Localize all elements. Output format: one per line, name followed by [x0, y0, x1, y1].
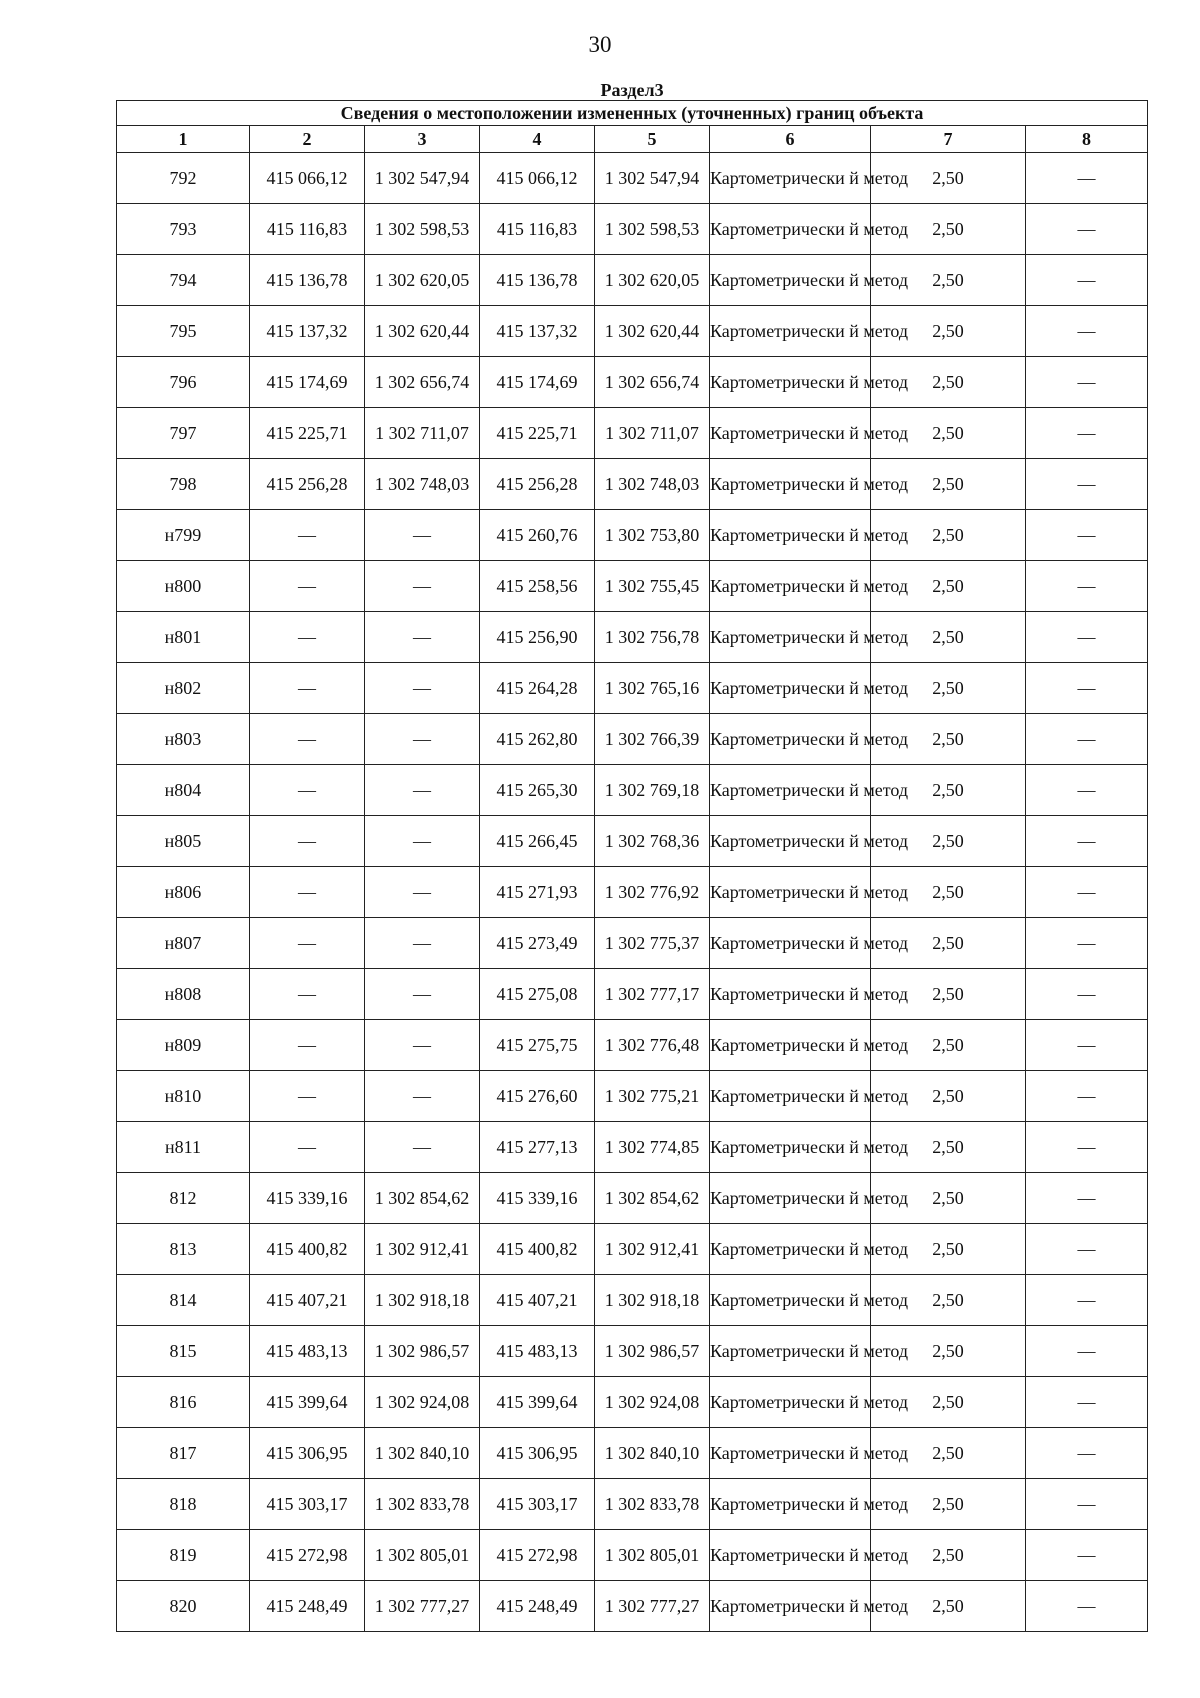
point-cell: н807: [117, 918, 250, 969]
table-row: [117, 255, 1148, 306]
method-cell: Картометрически й метод: [710, 408, 871, 459]
x-new-cell: 415 136,78: [480, 255, 595, 306]
y-new-cell: 1 302 774,85: [595, 1122, 710, 1173]
y-old-cell: —: [365, 612, 480, 663]
y-new-cell: 1 302 598,53: [595, 204, 710, 255]
table-row: [117, 1173, 1148, 1224]
method-cell: Картометрически й метод: [710, 459, 871, 510]
description-cell: —: [1026, 204, 1148, 255]
y-old-cell: —: [365, 561, 480, 612]
y-new-cell: 1 302 777,17: [595, 969, 710, 1020]
method-cell: Картометрически й метод: [710, 1377, 871, 1428]
point-cell: н801: [117, 612, 250, 663]
accuracy-cell: 2,50: [871, 1530, 1026, 1581]
description-cell: —: [1026, 255, 1148, 306]
method-cell: Картометрически й метод: [710, 714, 871, 765]
y-new-cell: 1 302 833,78: [595, 1479, 710, 1530]
y-old-cell: —: [365, 816, 480, 867]
boundary-coordinates-table: [116, 80, 1148, 1632]
table-row: [117, 1530, 1148, 1581]
x-new-cell: 415 303,17: [480, 1479, 595, 1530]
table-row: [117, 1479, 1148, 1530]
point-cell: 798: [117, 459, 250, 510]
point-cell: н808: [117, 969, 250, 1020]
method-cell: Картометрически й метод: [710, 1326, 871, 1377]
y-old-cell: —: [365, 714, 480, 765]
method-cell: Картометрически й метод: [710, 1428, 871, 1479]
accuracy-cell: 2,50: [871, 510, 1026, 561]
table-row: [117, 306, 1148, 357]
x-new-cell: 415 400,82: [480, 1224, 595, 1275]
accuracy-cell: 2,50: [871, 1326, 1026, 1377]
x-new-cell: 415 483,13: [480, 1326, 595, 1377]
y-old-cell: 1 302 924,08: [365, 1377, 480, 1428]
method-cell: Картометрически й метод: [710, 969, 871, 1020]
description-cell: —: [1026, 306, 1148, 357]
x-new-cell: 415 256,28: [480, 459, 595, 510]
x-old-cell: 415 407,21: [250, 1275, 365, 1326]
accuracy-cell: 2,50: [871, 255, 1026, 306]
table-body: [117, 153, 1148, 1632]
method-cell: Картометрически й метод: [710, 1020, 871, 1071]
point-cell: 797: [117, 408, 250, 459]
column-number: 6: [710, 126, 871, 153]
point-cell: 814: [117, 1275, 250, 1326]
x-old-cell: 415 225,71: [250, 408, 365, 459]
table-row: [117, 1122, 1148, 1173]
y-old-cell: 1 302 620,44: [365, 306, 480, 357]
table-row: [117, 1326, 1148, 1377]
x-new-cell: 415 399,64: [480, 1377, 595, 1428]
y-new-cell: 1 302 769,18: [595, 765, 710, 816]
point-cell: 794: [117, 255, 250, 306]
point-cell: н810: [117, 1071, 250, 1122]
table-row: [117, 1071, 1148, 1122]
method-cell: Картометрически й метод: [710, 816, 871, 867]
x-new-cell: 415 174,69: [480, 357, 595, 408]
y-new-cell: 1 302 748,03: [595, 459, 710, 510]
accuracy-cell: 2,50: [871, 204, 1026, 255]
method-cell: Картометрически й метод: [710, 1071, 871, 1122]
method-cell: Картометрически й метод: [710, 1479, 871, 1530]
accuracy-cell: 2,50: [871, 816, 1026, 867]
accuracy-cell: 2,50: [871, 561, 1026, 612]
x-old-cell: 415 483,13: [250, 1326, 365, 1377]
description-cell: —: [1026, 408, 1148, 459]
x-new-cell: 415 306,95: [480, 1428, 595, 1479]
description-cell: —: [1026, 714, 1148, 765]
x-new-cell: 415 248,49: [480, 1581, 595, 1632]
page-number: 30: [588, 32, 612, 57]
y-old-cell: 1 302 833,78: [365, 1479, 480, 1530]
method-cell: Картометрически й метод: [710, 1122, 871, 1173]
table-row: [117, 969, 1148, 1020]
y-new-cell: 1 302 766,39: [595, 714, 710, 765]
description-cell: —: [1026, 1071, 1148, 1122]
x-new-cell: 415 265,30: [480, 765, 595, 816]
x-old-cell: 415 248,49: [250, 1581, 365, 1632]
y-old-cell: —: [365, 969, 480, 1020]
column-number: 2: [250, 126, 365, 153]
method-cell: Картометрически й метод: [710, 204, 871, 255]
point-cell: н809: [117, 1020, 250, 1071]
description-cell: —: [1026, 561, 1148, 612]
y-old-cell: 1 302 854,62: [365, 1173, 480, 1224]
description-cell: —: [1026, 510, 1148, 561]
column-number: 5: [595, 126, 710, 153]
accuracy-cell: 2,50: [871, 357, 1026, 408]
x-new-cell: 415 137,32: [480, 306, 595, 357]
point-cell: 818: [117, 1479, 250, 1530]
table-row: [117, 918, 1148, 969]
accuracy-cell: 2,50: [871, 408, 1026, 459]
x-new-cell: 415 066,12: [480, 153, 595, 204]
method-cell: Картометрически й метод: [710, 561, 871, 612]
x-new-cell: 415 225,71: [480, 408, 595, 459]
x-old-cell: —: [250, 1020, 365, 1071]
y-new-cell: 1 302 840,10: [595, 1428, 710, 1479]
accuracy-cell: 2,50: [871, 1581, 1026, 1632]
y-old-cell: —: [365, 765, 480, 816]
table-row: [117, 1581, 1148, 1632]
y-old-cell: 1 302 840,10: [365, 1428, 480, 1479]
x-old-cell: —: [250, 969, 365, 1020]
x-new-cell: 415 277,13: [480, 1122, 595, 1173]
method-cell: Картометрически й метод: [710, 357, 871, 408]
method-cell: Картометрически й метод: [710, 1275, 871, 1326]
y-old-cell: —: [365, 510, 480, 561]
method-cell: Картометрически й метод: [710, 663, 871, 714]
y-old-cell: 1 302 986,57: [365, 1326, 480, 1377]
accuracy-cell: 2,50: [871, 1020, 1026, 1071]
x-old-cell: —: [250, 714, 365, 765]
table-row: [117, 408, 1148, 459]
table-row: [117, 816, 1148, 867]
accuracy-cell: 2,50: [871, 153, 1026, 204]
table-row: [117, 1224, 1148, 1275]
x-old-cell: 415 399,64: [250, 1377, 365, 1428]
y-old-cell: —: [365, 1020, 480, 1071]
y-new-cell: 1 302 620,05: [595, 255, 710, 306]
description-cell: —: [1026, 1122, 1148, 1173]
description-cell: —: [1026, 1275, 1148, 1326]
point-cell: н805: [117, 816, 250, 867]
method-cell: Картометрически й метод: [710, 306, 871, 357]
x-old-cell: 415 303,17: [250, 1479, 365, 1530]
method-cell: Картометрически й метод: [710, 867, 871, 918]
point-cell: 817: [117, 1428, 250, 1479]
x-new-cell: 415 275,08: [480, 969, 595, 1020]
description-cell: —: [1026, 1377, 1148, 1428]
description-cell: —: [1026, 1173, 1148, 1224]
y-new-cell: 1 302 765,16: [595, 663, 710, 714]
point-cell: 820: [117, 1581, 250, 1632]
x-old-cell: —: [250, 816, 365, 867]
x-new-cell: 415 275,75: [480, 1020, 595, 1071]
table-row: [117, 357, 1148, 408]
y-old-cell: 1 302 656,74: [365, 357, 480, 408]
x-old-cell: 415 137,32: [250, 306, 365, 357]
method-cell: Картометрически й метод: [710, 918, 871, 969]
y-new-cell: 1 302 776,92: [595, 867, 710, 918]
column-number: 7: [871, 126, 1026, 153]
description-cell: —: [1026, 1530, 1148, 1581]
y-new-cell: 1 302 805,01: [595, 1530, 710, 1581]
description-cell: —: [1026, 1020, 1148, 1071]
point-cell: 812: [117, 1173, 250, 1224]
accuracy-cell: 2,50: [871, 969, 1026, 1020]
table-row: [117, 153, 1148, 204]
table-row: [117, 714, 1148, 765]
y-new-cell: 1 302 918,18: [595, 1275, 710, 1326]
accuracy-cell: 2,50: [871, 714, 1026, 765]
description-cell: —: [1026, 969, 1148, 1020]
x-old-cell: 415 116,83: [250, 204, 365, 255]
x-old-cell: —: [250, 918, 365, 969]
point-cell: 816: [117, 1377, 250, 1428]
x-old-cell: —: [250, 561, 365, 612]
description-cell: —: [1026, 612, 1148, 663]
y-new-cell: 1 302 656,74: [595, 357, 710, 408]
point-cell: н806: [117, 867, 250, 918]
y-old-cell: 1 302 598,53: [365, 204, 480, 255]
x-old-cell: 415 066,12: [250, 153, 365, 204]
description-cell: —: [1026, 357, 1148, 408]
description-cell: —: [1026, 153, 1148, 204]
column-number: 1: [117, 126, 250, 153]
x-new-cell: 415 116,83: [480, 204, 595, 255]
point-cell: 813: [117, 1224, 250, 1275]
point-cell: 792: [117, 153, 250, 204]
accuracy-cell: 2,50: [871, 1224, 1026, 1275]
accuracy-cell: 2,50: [871, 459, 1026, 510]
accuracy-cell: 2,50: [871, 867, 1026, 918]
point-cell: н800: [117, 561, 250, 612]
y-old-cell: 1 302 912,41: [365, 1224, 480, 1275]
accuracy-cell: 2,50: [871, 1479, 1026, 1530]
y-old-cell: 1 302 620,05: [365, 255, 480, 306]
x-old-cell: —: [250, 663, 365, 714]
table-row: [117, 663, 1148, 714]
x-new-cell: 415 256,90: [480, 612, 595, 663]
y-old-cell: 1 302 777,27: [365, 1581, 480, 1632]
y-new-cell: 1 302 755,45: [595, 561, 710, 612]
table-row: [117, 204, 1148, 255]
accuracy-cell: 2,50: [871, 1122, 1026, 1173]
x-old-cell: 415 256,28: [250, 459, 365, 510]
method-cell: Картометрически й метод: [710, 1173, 871, 1224]
x-old-cell: —: [250, 612, 365, 663]
y-old-cell: 1 302 748,03: [365, 459, 480, 510]
y-new-cell: 1 302 854,62: [595, 1173, 710, 1224]
accuracy-cell: 2,50: [871, 1071, 1026, 1122]
y-old-cell: —: [365, 1122, 480, 1173]
description-cell: —: [1026, 918, 1148, 969]
method-cell: Картометрически й метод: [710, 1530, 871, 1581]
y-new-cell: 1 302 777,27: [595, 1581, 710, 1632]
table-title: Сведения о местоположении измененных (уточненных) границ объекта: [117, 101, 1148, 126]
method-cell: Картометрически й метод: [710, 612, 871, 663]
x-old-cell: —: [250, 765, 365, 816]
y-new-cell: 1 302 547,94: [595, 153, 710, 204]
y-new-cell: 1 302 775,21: [595, 1071, 710, 1122]
method-cell: Картометрически й метод: [710, 765, 871, 816]
y-old-cell: 1 302 711,07: [365, 408, 480, 459]
description-cell: —: [1026, 867, 1148, 918]
y-new-cell: 1 302 768,36: [595, 816, 710, 867]
accuracy-cell: 2,50: [871, 765, 1026, 816]
description-cell: —: [1026, 1224, 1148, 1275]
description-cell: —: [1026, 1428, 1148, 1479]
x-new-cell: 415 262,80: [480, 714, 595, 765]
x-new-cell: 415 276,60: [480, 1071, 595, 1122]
x-old-cell: 415 136,78: [250, 255, 365, 306]
method-cell: Картометрически й метод: [710, 510, 871, 561]
x-new-cell: 415 271,93: [480, 867, 595, 918]
table-row: [117, 510, 1148, 561]
point-cell: н811: [117, 1122, 250, 1173]
y-old-cell: 1 302 805,01: [365, 1530, 480, 1581]
y-new-cell: 1 302 986,57: [595, 1326, 710, 1377]
x-new-cell: 415 266,45: [480, 816, 595, 867]
y-old-cell: —: [365, 918, 480, 969]
accuracy-cell: 2,50: [871, 1377, 1026, 1428]
y-old-cell: 1 302 918,18: [365, 1275, 480, 1326]
point-cell: 819: [117, 1530, 250, 1581]
point-cell: н803: [117, 714, 250, 765]
accuracy-cell: 2,50: [871, 1173, 1026, 1224]
x-new-cell: 415 339,16: [480, 1173, 595, 1224]
table-row: [117, 561, 1148, 612]
y-new-cell: 1 302 620,44: [595, 306, 710, 357]
x-old-cell: 415 306,95: [250, 1428, 365, 1479]
method-cell: Картометрически й метод: [710, 153, 871, 204]
y-old-cell: 1 302 547,94: [365, 153, 480, 204]
table-row: [117, 459, 1148, 510]
y-old-cell: —: [365, 1071, 480, 1122]
x-old-cell: 415 174,69: [250, 357, 365, 408]
x-new-cell: 415 264,28: [480, 663, 595, 714]
x-old-cell: —: [250, 1122, 365, 1173]
x-old-cell: 415 400,82: [250, 1224, 365, 1275]
table-row: [117, 1275, 1148, 1326]
description-cell: —: [1026, 1479, 1148, 1530]
x-old-cell: 415 339,16: [250, 1173, 365, 1224]
x-new-cell: 415 260,76: [480, 510, 595, 561]
x-old-cell: 415 272,98: [250, 1530, 365, 1581]
table-row: [117, 612, 1148, 663]
method-cell: Картометрически й метод: [710, 1224, 871, 1275]
accuracy-cell: 2,50: [871, 1275, 1026, 1326]
column-number: 8: [1026, 126, 1148, 153]
point-cell: 793: [117, 204, 250, 255]
x-new-cell: 415 407,21: [480, 1275, 595, 1326]
x-new-cell: 415 272,98: [480, 1530, 595, 1581]
x-new-cell: 415 273,49: [480, 918, 595, 969]
description-cell: —: [1026, 816, 1148, 867]
column-number-row: [117, 126, 1148, 153]
table-row: [117, 1428, 1148, 1479]
column-number: 3: [365, 126, 480, 153]
y-new-cell: 1 302 912,41: [595, 1224, 710, 1275]
point-cell: 796: [117, 357, 250, 408]
accuracy-cell: 2,50: [871, 612, 1026, 663]
x-new-cell: 415 258,56: [480, 561, 595, 612]
section-label: Раздел3: [600, 80, 664, 100]
accuracy-cell: 2,50: [871, 663, 1026, 714]
method-cell: Картометрически й метод: [710, 1581, 871, 1632]
y-old-cell: —: [365, 663, 480, 714]
description-cell: —: [1026, 1581, 1148, 1632]
accuracy-cell: 2,50: [871, 1428, 1026, 1479]
x-old-cell: —: [250, 1071, 365, 1122]
y-new-cell: 1 302 776,48: [595, 1020, 710, 1071]
y-new-cell: 1 302 753,80: [595, 510, 710, 561]
x-old-cell: —: [250, 867, 365, 918]
point-cell: 795: [117, 306, 250, 357]
y-new-cell: 1 302 924,08: [595, 1377, 710, 1428]
description-cell: —: [1026, 459, 1148, 510]
method-cell: Картометрически й метод: [710, 255, 871, 306]
description-cell: —: [1026, 663, 1148, 714]
accuracy-cell: 2,50: [871, 306, 1026, 357]
y-new-cell: 1 302 756,78: [595, 612, 710, 663]
column-number: 4: [480, 126, 595, 153]
table-row: [117, 765, 1148, 816]
accuracy-cell: 2,50: [871, 918, 1026, 969]
point-cell: н804: [117, 765, 250, 816]
description-cell: —: [1026, 765, 1148, 816]
table-row: [117, 867, 1148, 918]
y-new-cell: 1 302 711,07: [595, 408, 710, 459]
description-cell: —: [1026, 1326, 1148, 1377]
table-row: [117, 1020, 1148, 1071]
point-cell: 815: [117, 1326, 250, 1377]
y-old-cell: —: [365, 867, 480, 918]
y-new-cell: 1 302 775,37: [595, 918, 710, 969]
table-row: [117, 1377, 1148, 1428]
x-old-cell: —: [250, 510, 365, 561]
point-cell: н799: [117, 510, 250, 561]
point-cell: н802: [117, 663, 250, 714]
